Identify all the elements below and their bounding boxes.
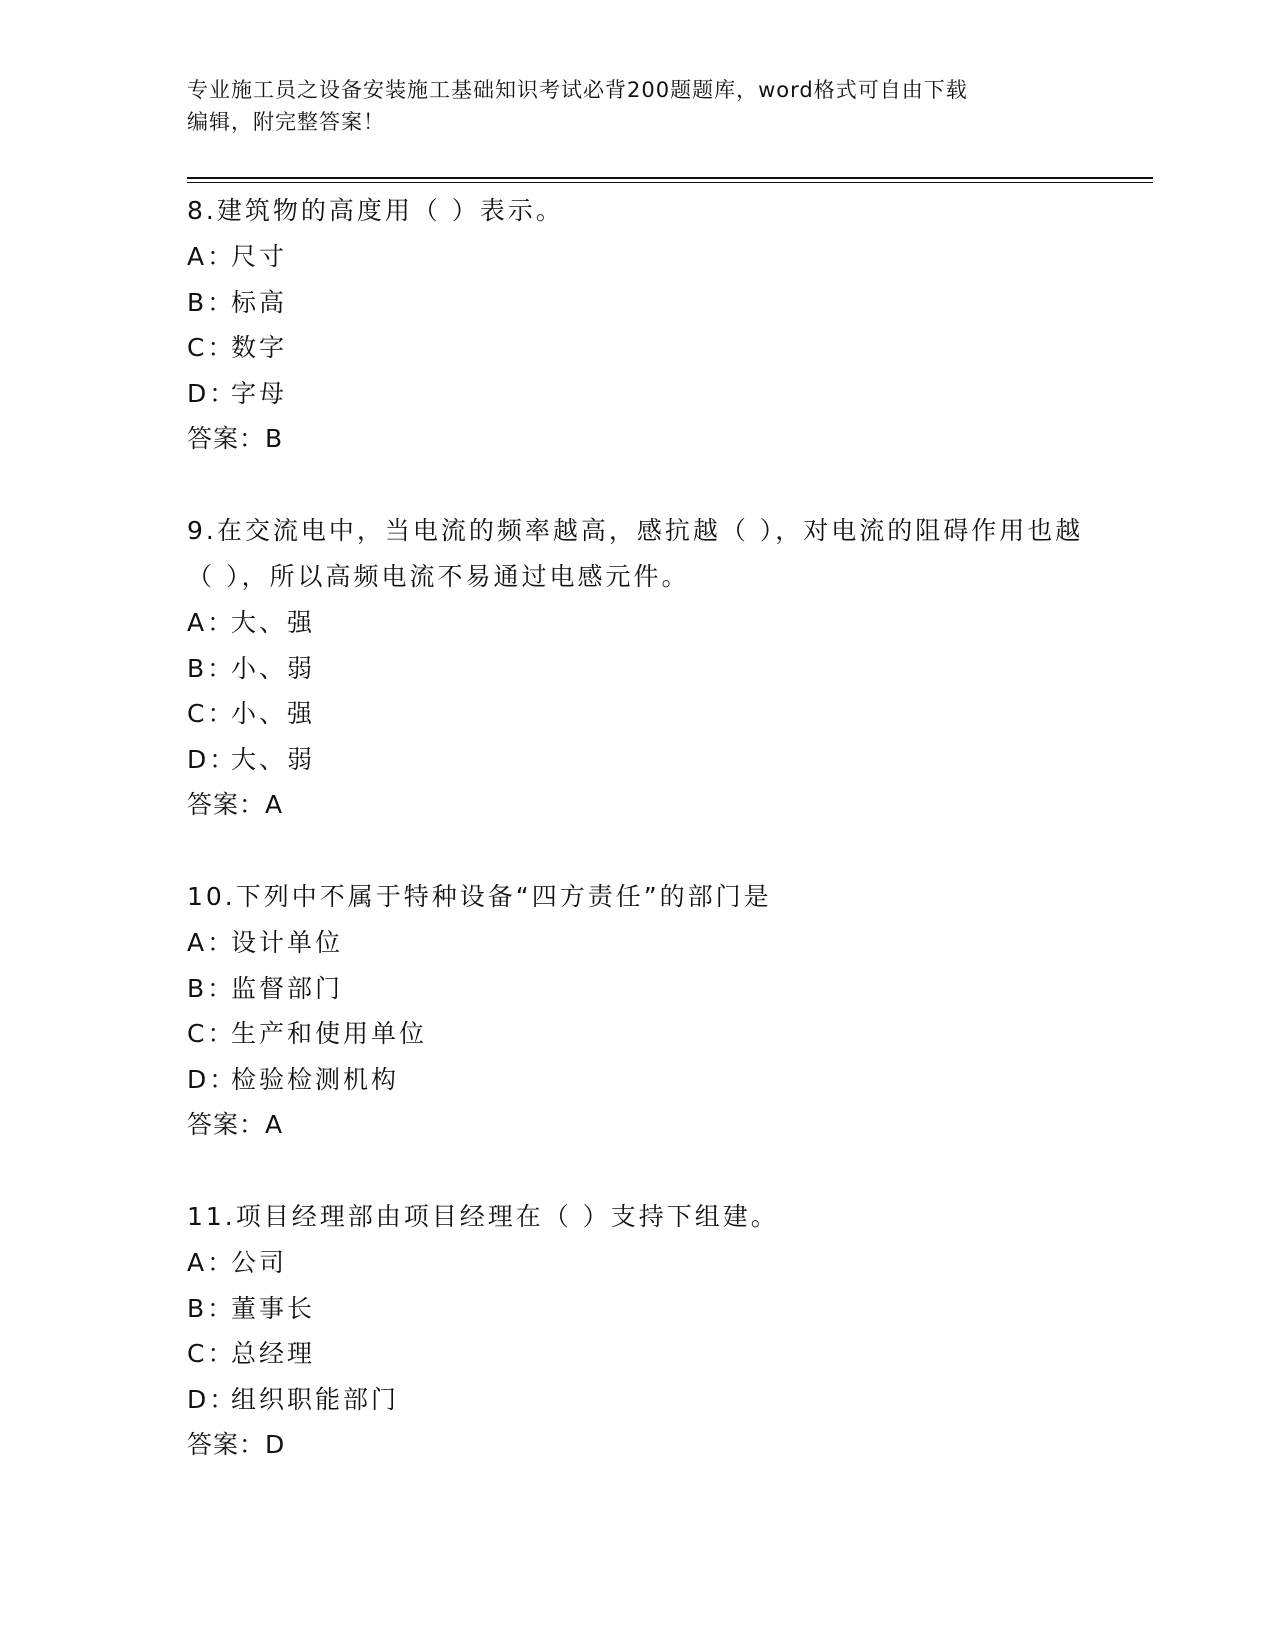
option-letter: C： bbox=[187, 699, 236, 728]
document-header bbox=[187, 74, 1067, 138]
question-stem: 10.下列中不属于特种设备“四方责任”的部门是 bbox=[187, 882, 772, 911]
option-text: 组织职能部门 bbox=[231, 1384, 400, 1414]
question-9 bbox=[187, 508, 1087, 828]
option-text: 检验检测机构 bbox=[231, 1064, 400, 1094]
option-text: 小、弱 bbox=[231, 653, 316, 683]
answer-line: 答案：A bbox=[187, 790, 284, 819]
option-d bbox=[187, 371, 1087, 417]
question-stem: 11.项目经理部由项目经理在（ ）支持下组建。 bbox=[187, 1202, 779, 1231]
option-letter: D： bbox=[187, 378, 238, 408]
answer-line: 答案：D bbox=[187, 1430, 286, 1459]
option-a bbox=[187, 234, 1087, 280]
option-b bbox=[187, 280, 1087, 326]
option-d bbox=[187, 1377, 1087, 1423]
option-b bbox=[187, 966, 1087, 1012]
option-letter: B： bbox=[187, 287, 236, 317]
option-a bbox=[187, 600, 1087, 646]
option-letter: C： bbox=[187, 1339, 236, 1368]
option-letter: B： bbox=[187, 653, 236, 683]
option-letter: C： bbox=[187, 1019, 236, 1048]
header-line-2: 编辑，附完整答案！ bbox=[187, 110, 385, 134]
option-text: 数字 bbox=[231, 333, 288, 362]
option-text: 小、强 bbox=[231, 699, 316, 728]
option-d bbox=[187, 1057, 1087, 1103]
option-a bbox=[187, 1240, 1087, 1286]
option-letter: B： bbox=[187, 973, 236, 1003]
option-letter: A： bbox=[187, 242, 236, 271]
question-11 bbox=[187, 1194, 1087, 1468]
question-8 bbox=[187, 188, 1087, 462]
option-text: 董事长 bbox=[231, 1293, 316, 1323]
option-text: 公司 bbox=[231, 1248, 288, 1277]
question-list bbox=[187, 188, 1087, 1468]
option-b bbox=[187, 1286, 1087, 1332]
option-text: 监督部门 bbox=[231, 973, 344, 1003]
option-text: 字母 bbox=[231, 378, 288, 408]
option-letter: D： bbox=[187, 1064, 238, 1094]
question-10 bbox=[187, 874, 1087, 1148]
option-text: 设计单位 bbox=[231, 928, 344, 957]
option-b bbox=[187, 646, 1087, 692]
option-text: 总经理 bbox=[231, 1339, 316, 1368]
option-c bbox=[187, 691, 1087, 737]
option-text: 生产和使用单位 bbox=[231, 1019, 428, 1048]
option-text: 尺寸 bbox=[231, 242, 288, 271]
question-stem: 8.建筑物的高度用（ ）表示。 bbox=[187, 196, 564, 225]
answer-line: 答案：B bbox=[187, 424, 284, 453]
option-letter: D： bbox=[187, 744, 238, 774]
option-c bbox=[187, 1331, 1087, 1377]
option-a bbox=[187, 920, 1087, 966]
option-text: 标高 bbox=[231, 287, 288, 317]
question-stem: 9.在交流电中，当电流的频率越高，感抗越（ ），对电流的阻碍作用也越（ ），所以高频电流不易通过电感元件。 bbox=[187, 516, 1084, 591]
option-c bbox=[187, 325, 1087, 371]
option-letter: D： bbox=[187, 1384, 238, 1414]
option-letter: A： bbox=[187, 928, 236, 957]
header-line-1: 专业施工员之设备安装施工基础知识考试必背200题题库，word格式可自由下载 bbox=[187, 78, 968, 102]
option-text: 大、强 bbox=[231, 608, 316, 637]
option-c bbox=[187, 1011, 1087, 1057]
answer-line: 答案：A bbox=[187, 1110, 284, 1139]
option-letter: C： bbox=[187, 333, 236, 362]
option-letter: B： bbox=[187, 1293, 236, 1323]
option-text: 大、弱 bbox=[231, 744, 316, 774]
header-divider-thin bbox=[187, 182, 1153, 183]
option-letter: A： bbox=[187, 1248, 236, 1277]
option-letter: A： bbox=[187, 608, 236, 637]
option-d bbox=[187, 737, 1087, 783]
header-divider-thick bbox=[187, 177, 1153, 179]
